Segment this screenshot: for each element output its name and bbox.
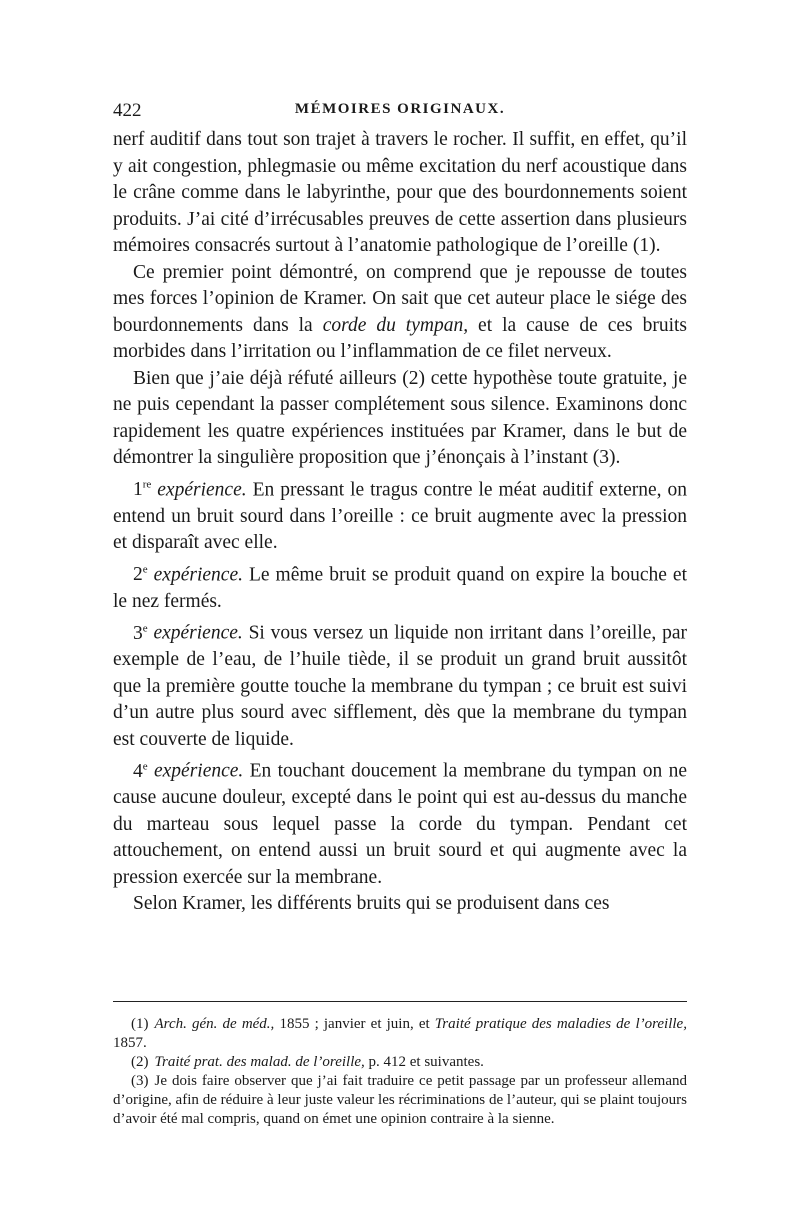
experiment-4: 4e expérience. En touchant doucement la membrane du tympan on ne cause aucune douleur, excepté dans le point qui est au-dessus du manche du marteau sous lequel passe la corde du tympan. Pendant cet attouchement, on entend aussi un bruit sourd et qui augmente avec la pression exercée sur la membrane. xyxy=(113,760,687,888)
experiment-1: 1re expérience. En pressant le tragus contre le méat auditif externe, on entend un bruit sourd dans l’oreille : ce bruit augmente avec la pression et disparaît avec elle. xyxy=(113,478,687,553)
footnote-2: (2) Traité prat. des malad. de l’oreille, p. 412 et suivantes. xyxy=(131,1054,484,1070)
paragraph-2: Ce premier point démontré, on comprend que je repousse de toutes mes forces l’opinion de Kramer. On sait que cet auteur place le siége des bourdonnements dans la corde du tympan, et la cause de ces bruits morbides dans l’irritation ou l’inflammation de ce filet nerveux. xyxy=(113,261,688,362)
experiment-label: expérience. xyxy=(153,760,244,782)
running-title: MÉMOIRES ORIGINAUX. xyxy=(294,101,506,117)
experiment-label: expérience. xyxy=(157,479,247,500)
footnote-divider xyxy=(113,1001,687,1002)
experiment-label: expérience. xyxy=(153,564,243,585)
experiment-label: expérience. xyxy=(153,622,243,644)
body-text xyxy=(113,127,687,918)
page-number: 422 xyxy=(113,100,142,121)
footnote-3: (3) Je dois faire observer que j’ai fait traduire ce petit passage par un professeur allemand d’origine, afin de réduire à leur juste valeur les récriminations de l’auteur, qui se plaint toujours d’avoir été mal compris, quand on émet une opinion contraire à la sienne. xyxy=(113,1073,687,1127)
paragraph-last: Selon Kramer, les différents bruits qui se produisent dans ces xyxy=(133,893,610,914)
paragraph-3: Bien que j’aie déjà réfuté ailleurs (2) cette hypothèse toute gratuite, je ne puis cependant la passer complétement sous silence. Examinons donc rapidement les quatre expériences instituées par Kramer, dans le but de démontrer la singulière proposition que j’énonçais à l’instant (3). xyxy=(113,367,687,468)
experiment-2: 2e expérience. Le même bruit se produit quand on expire la bouche et le nez fermés. xyxy=(113,563,688,612)
page-header xyxy=(113,100,687,124)
footnote-1: (1) Arch. gén. de méd., 1855 ; janvier et juin, et Traité pratique des maladies de l’oreille, 1857. xyxy=(113,1016,687,1051)
paragraph-1: nerf auditif dans tout son trajet à travers le rocher. Il suffit, en effet, qu’il y ait congestion, phlegmasie ou même excitation du nerf acoustique dans le crâne comme dans le labyrinthe, pour que des bourdonnements soient produits. J’ai cité d’irrécusables preuves de cette assertion dans plusieurs mémoires consacrés surtout à l’anatomie pathologique de l’oreille (1). xyxy=(113,129,687,256)
experiment-3: 3e expérience. Si vous versez un liquide non irritant dans l’oreille, par exemple de l’eau, de l’huile tiède, il se produit un grand bruit aussitôt que la première goutte touche la membrane du tympan ; ce bruit est suivi d’un autre plus sourd avec sifflement, dès que la membrane du tympan est couverte de liquide. xyxy=(113,622,687,750)
italic-term: corde du tympan, xyxy=(322,314,469,336)
footnotes xyxy=(113,1015,687,1129)
